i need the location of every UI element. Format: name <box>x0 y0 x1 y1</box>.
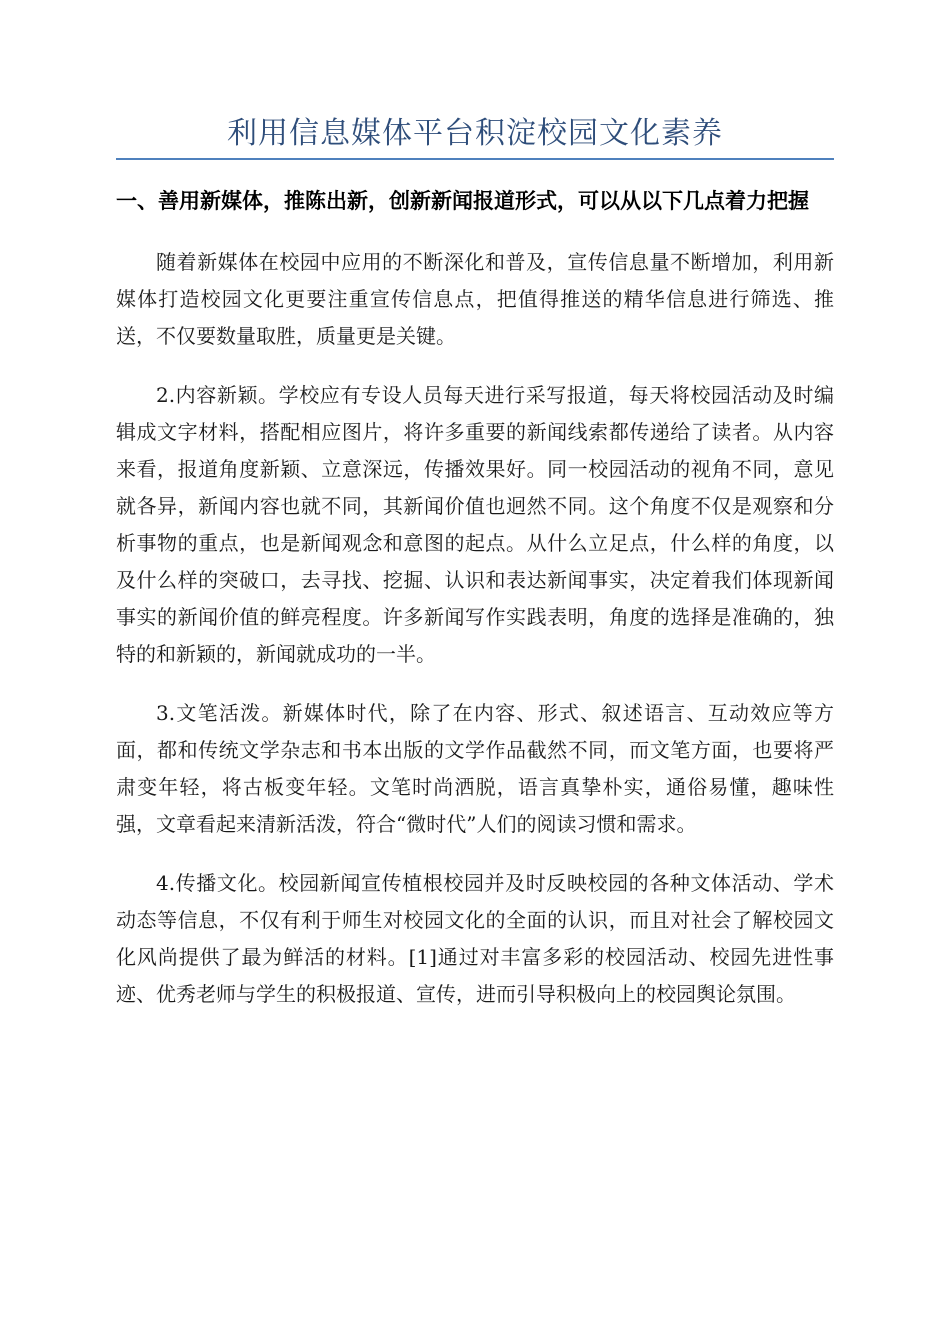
section-heading: 一、善用新媒体，推陈出新，创新新闻报道形式，可以从以下几点着力把握 <box>116 189 809 213</box>
body-paragraph: 2.内容新颖。学校应有专设人员每天进行采写报道，每天将校园活动及时编辑成文字材料，搭配相应图片，将许多重要的新闻线索都传递给了读者。从内容来看，报道角度新颖、立意深远，传播效果好。同一校园活动的视角不同，意见就各异，新闻内容也就不同，其新闻价值也迥然不同。这个角度不仅是观察和分析事物的重点，也是新闻观念和意图的起点。从什么立足点，什么样的角度，以及什么样的突破口，去寻找、挖掘、认识和表达新闻事实，决定着我们体现新闻事实的新闻价值的鲜亮程度。许多新闻写作实践表明，角度的选择是准确的，独特的和新颖的，新闻就成功的一半。 <box>116 383 834 666</box>
body-paragraph: 3.文笔活泼。新媒体时代，除了在内容、形式、叙述语言、互动效应等方面，都和传统文学杂志和书本出版的文学作品截然不同，而文笔方面，也要将严肃变年轻，将古板变年轻。文笔时尚洒脱，语言真挚朴实，通俗易懂，趣味性强，文章看起来清新活泼，符合“微时代”人们的阅读习惯和需求。 <box>116 701 834 836</box>
document-page <box>116 112 834 1013</box>
document-title: 利用信息媒体平台积淀校园文化素养 <box>116 112 834 160</box>
body-paragraph: 4.传播文化。校园新闻宣传植根校园并及时反映校园的各种文体活动、学术动态等信息，不仅有利于师生对校园文化的全面的认识，而且对社会了解校园文化风尚提供了最为鲜活的材料。[1]通过对丰富多彩的校园活动、校园先进性事迹、优秀老师与学生的积极报道、宣传，进而引导积极向上的校园舆论氛围。 <box>116 871 834 1006</box>
body-paragraph: 随着新媒体在校园中应用的不断深化和普及，宣传信息量不断增加，利用新媒体打造校园文化更要注重宣传信息点，把值得推送的精华信息进行筛选、推送，不仅要数量取胜，质量更是关键。 <box>116 250 834 348</box>
